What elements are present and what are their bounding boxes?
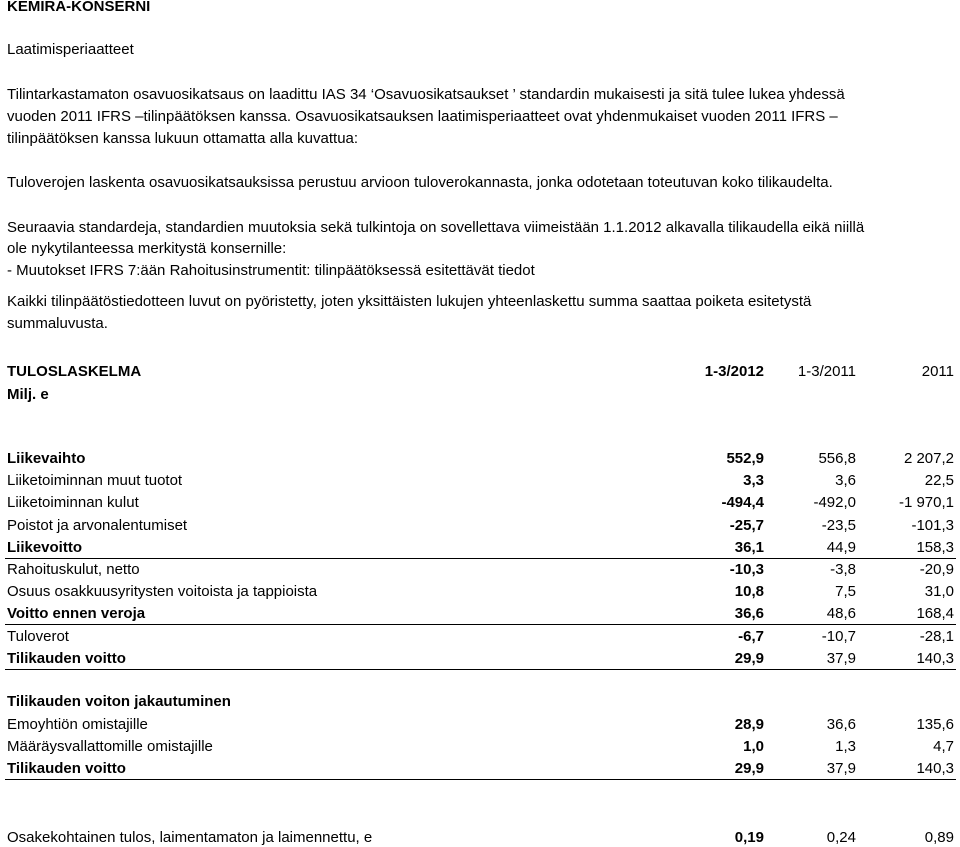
paragraph-3-line-3: - Muutokset IFRS 7:ään Rahoitusinstrumentit: tilinpäätöksessä esitettävät tiedot [7, 262, 535, 279]
row-value-1: 28,9 [734, 716, 764, 733]
row-value-1: 29,9 [734, 649, 764, 667]
row-value-1: 552,9 [726, 450, 764, 467]
paragraph-4-line-1: Kaikki tilinpäätöstiedotteen luvut on pyöristetty, joten yksittäisten lukujen yhteenlaskettu summa saattaa poiketa esitetystä [7, 293, 812, 310]
column-header-1: 1-3/2012 [704, 363, 764, 380]
row-value-1: -10,3 [729, 561, 764, 578]
row-value-1: 36,1 [734, 538, 764, 556]
row-underline [5, 669, 956, 670]
paragraph-1-line-3: tilinpäätöksen kanssa lukuun ottamatta alla kuvattua: [7, 130, 359, 147]
table-unit: Milj. e [7, 386, 49, 403]
row-value-1: -25,7 [729, 516, 764, 534]
paragraph-4-line-2: summaluvusta. [7, 315, 108, 332]
table-row [0, 537, 960, 559]
paragraph-1-line-1: Tilintarkastamaton osavuosikatsaus on laadittu IAS 34 ‘Osavuosikatsaukset ’ standardin mukaisesti ja sitä tulee lukea yhdessä [7, 86, 845, 103]
table-row [0, 736, 960, 758]
column-header-3: 2011 [921, 363, 954, 380]
company-name: KEMIRA-KONSERNI [7, 0, 151, 15]
row-value-1: 29,9 [734, 760, 764, 778]
column-header-2: 1-3/2011 [797, 363, 856, 380]
row-value-3: -28,1 [919, 627, 954, 645]
table-row [0, 470, 960, 492]
table-row [0, 492, 960, 514]
row-label: Määräysvallattomille omistajille [7, 738, 213, 756]
eps-value-1: 0,19 [734, 829, 764, 846]
row-value-2: 37,9 [826, 760, 856, 778]
row-value-1: 3,3 [743, 472, 764, 490]
row-label: Voitto ennen veroja [7, 605, 146, 623]
table-title: TULOSLASKELMA [7, 363, 142, 380]
row-label: Liikevaihto [7, 450, 86, 467]
table-row [0, 581, 960, 603]
row-label: Osuus osakkuusyritysten voitoista ja tappioista [7, 583, 318, 601]
eps-value-3: 0,89 [924, 829, 954, 846]
row-label: Rahoituskulut, netto [7, 561, 140, 578]
row-value-2: -3,8 [830, 561, 856, 578]
row-value-2: -10,7 [821, 627, 856, 645]
table-row [0, 448, 960, 470]
row-value-3: -20,9 [919, 561, 954, 578]
row-value-3: 2 207,2 [903, 450, 954, 467]
row-value-3: -101,3 [911, 516, 954, 534]
row-value-2: 3,6 [835, 472, 856, 490]
row-value-2: 37,9 [826, 649, 856, 667]
row-value-1: 1,0 [743, 738, 764, 756]
row-value-2: -23,5 [821, 516, 856, 534]
row-value-2: -492,0 [813, 494, 856, 512]
table-row [0, 758, 960, 780]
row-value-1: -494,4 [721, 494, 764, 512]
row-label: Tilikauden voitto [7, 649, 126, 667]
table-row [0, 603, 960, 625]
row-value-3: -1 970,1 [898, 494, 954, 512]
row-value-2: 44,9 [826, 538, 856, 556]
paragraph-3-line-1: Seuraavia standardeja, standardien muutoksia sekä tulkintoja on sovellettava viimeistään 1.1.2012 alkavalla tilikaudella eikä niillä [7, 219, 865, 236]
eps-label: Osakekohtainen tulos, laimentamaton ja laimennettu, e [7, 829, 373, 846]
row-label: Tilikauden voitto [7, 760, 126, 778]
row-value-3: 31,0 [924, 583, 954, 601]
paragraph-2: Tuloverojen laskenta osavuosikatsauksissa perustuu arvioon tuloverokannasta, jonka odotetaan toteutuvan koko tilikaudelta. [7, 174, 833, 191]
row-label: Emoyhtiön omistajille [7, 716, 148, 733]
distribution-title: Tilikauden voiton jakautuminen [7, 693, 231, 710]
row-value-3: 168,4 [916, 605, 954, 623]
table-row [0, 648, 960, 670]
row-value-1: 36,6 [734, 605, 764, 623]
row-value-3: 140,3 [916, 649, 954, 667]
row-value-3: 4,7 [933, 738, 954, 756]
section-title: Laatimisperiaatteet [7, 41, 134, 58]
paragraph-1-line-2: vuoden 2011 IFRS –tilinpäätöksen kanssa. Osavuosikatsauksen laatimisperiaatteet ovat yhdenmukaiset vuoden 2011 IFRS – [7, 108, 838, 125]
row-label: Liiketoiminnan kulut [7, 494, 139, 512]
paragraph-3-line-2: ole nykytilanteessa merkitystä konsernille: [7, 240, 287, 257]
row-label: Tuloverot [7, 627, 69, 645]
row-value-1: -6,7 [738, 627, 764, 645]
row-label: Liikevoitto [7, 538, 83, 556]
row-underline [5, 779, 956, 780]
row-label: Liiketoiminnan muut tuotot [7, 472, 183, 490]
row-value-2: 7,5 [835, 583, 856, 601]
row-value-2: 556,8 [818, 450, 856, 467]
row-value-3: 22,5 [924, 472, 954, 490]
row-value-3: 135,6 [916, 716, 954, 733]
table-row [0, 714, 960, 736]
row-value-2: 1,3 [835, 738, 856, 756]
row-label: Poistot ja arvonalentumiset [7, 516, 188, 534]
row-value-1: 10,8 [734, 583, 764, 601]
eps-value-2: 0,24 [826, 829, 856, 846]
table-row [0, 626, 960, 648]
table-row [0, 515, 960, 537]
table-row [0, 559, 960, 581]
row-value-3: 140,3 [916, 760, 954, 778]
row-value-2: 36,6 [826, 716, 856, 733]
row-value-2: 48,6 [826, 605, 856, 623]
row-value-3: 158,3 [916, 538, 954, 556]
